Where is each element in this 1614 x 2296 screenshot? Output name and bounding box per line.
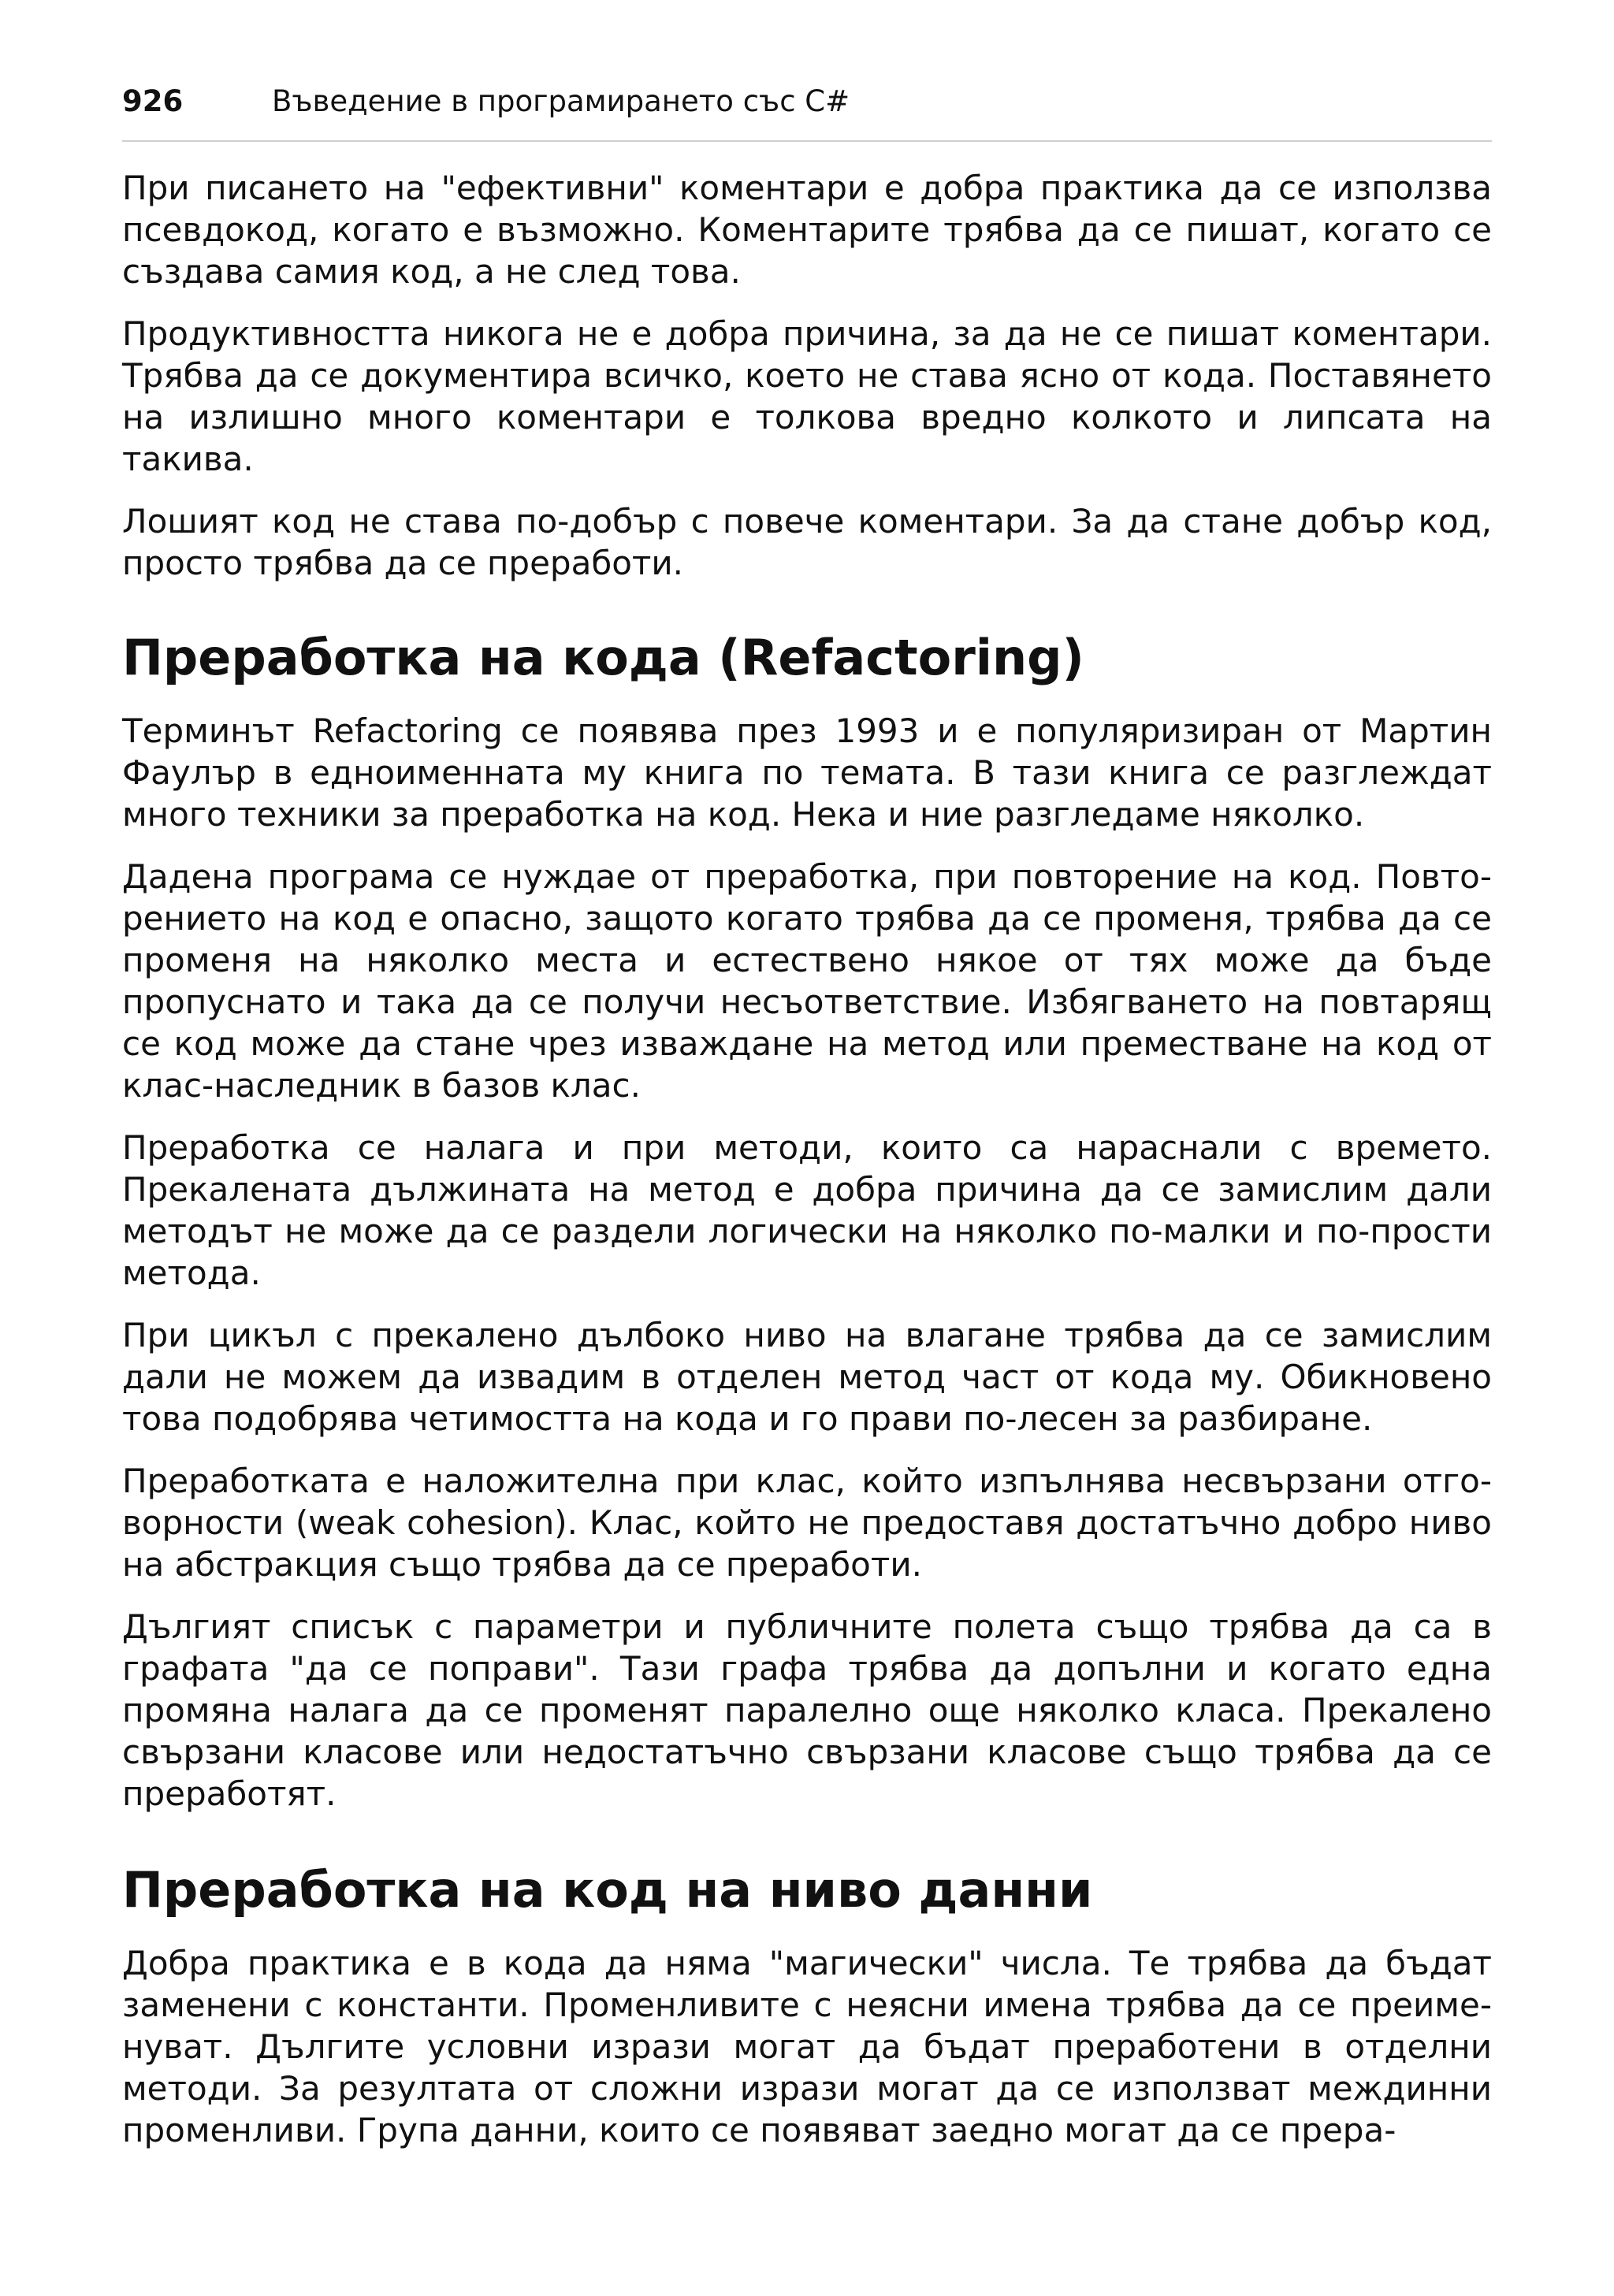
paragraph: При цикъл с прекалено дълбоко ниво на влагане трябва да се замислим дали не можем да извадим в отделен метод част от кода му. Обикновено това подобрява четимостта на кода и го прави по-лесен за разбиране. bbox=[122, 1316, 1492, 1438]
paragraph: Преработка се налага и при методи, които са нараснали с времето. Прекалената дължината на метод е добра причина да се замислим дали методът не може да се раздели логически на няколко по-малки и по-прости метода. bbox=[122, 1128, 1492, 1292]
paragraph: Терминът Refactoring се появява през 1993 и е популяризиран от Мартин Фаулър в едноименната му книга по темата. В тази книга се разглеждат много техники за преработка на код. Нека и ние разгледаме няколко. bbox=[122, 711, 1492, 834]
page-content bbox=[122, 167, 1492, 2172]
running-header bbox=[122, 79, 1492, 142]
paragraph: Дадена програма се нуждае от преработка, при повторение на код. Повторението на код е опасно, защото когато трябва да се променя, трябва да се променя на няколко места и естествено някое от тях може да бъде пропуснато и така да се получи несъответствие. Избягването на повтарящ се код може да стане чрез изваждане на метод или преместване на код от клас-наследник в базов клас. bbox=[122, 857, 1492, 1105]
book-title: Въведение в програмирането със C# bbox=[272, 84, 850, 118]
paragraph: Добра практика е в кода да няма "магически" числа. Те трябва да бъдат заменени с константи. Променливите с неясни имена трябва да се преименуват. Дългите условни изрази могат да бъдат преработени в отделни методи. За резултата от сложни изрази могат да се използват междинни променливи. Група данни, които се появяват заедно могат да се прера- bbox=[122, 1944, 1492, 2149]
paragraph: Дългият списък с параметри и публичните полета също трябва да са в графата "да се поправи". Тази графа трябва да допълни и когато една промяна налага да се променят паралелно още няколко класа. Прекалено свързани класове или недостатъчно свързани класове също трябва да се преработят. bbox=[122, 1607, 1492, 1813]
paragraph: Лошият код не става по-добър с повече коментари. За да стане добър код, просто трябва да се преработи. bbox=[122, 502, 1492, 582]
paragraph: При писането на "ефективни" коментари е добра практика да се използва псевдокод, когато е възможно. Коментарите трябва да се пишат, когато се създава самия код, а не след това. bbox=[122, 169, 1492, 291]
section-heading-data-level: Преработка на код на ниво данни bbox=[122, 1861, 1093, 1919]
paragraph: Продуктивността никога не е добра причина, за да не се пишат коментари. Трябва да се документира всичко, което не става ясно от кода. Поставянето на излишно много коментари е толкова вредно колкото и липсата на такива. bbox=[122, 314, 1492, 478]
paragraph: Преработката е наложителна при клас, който изпълнява несвързани отговорности (weak cohesion). Клас, който не предоставя достатъчно добро ниво на абстракция също трябва да се преработи. bbox=[122, 1462, 1492, 1584]
section-heading-refactoring: Преработка на кода (Refactoring) bbox=[122, 629, 1084, 686]
page-number: 926 bbox=[122, 84, 184, 118]
